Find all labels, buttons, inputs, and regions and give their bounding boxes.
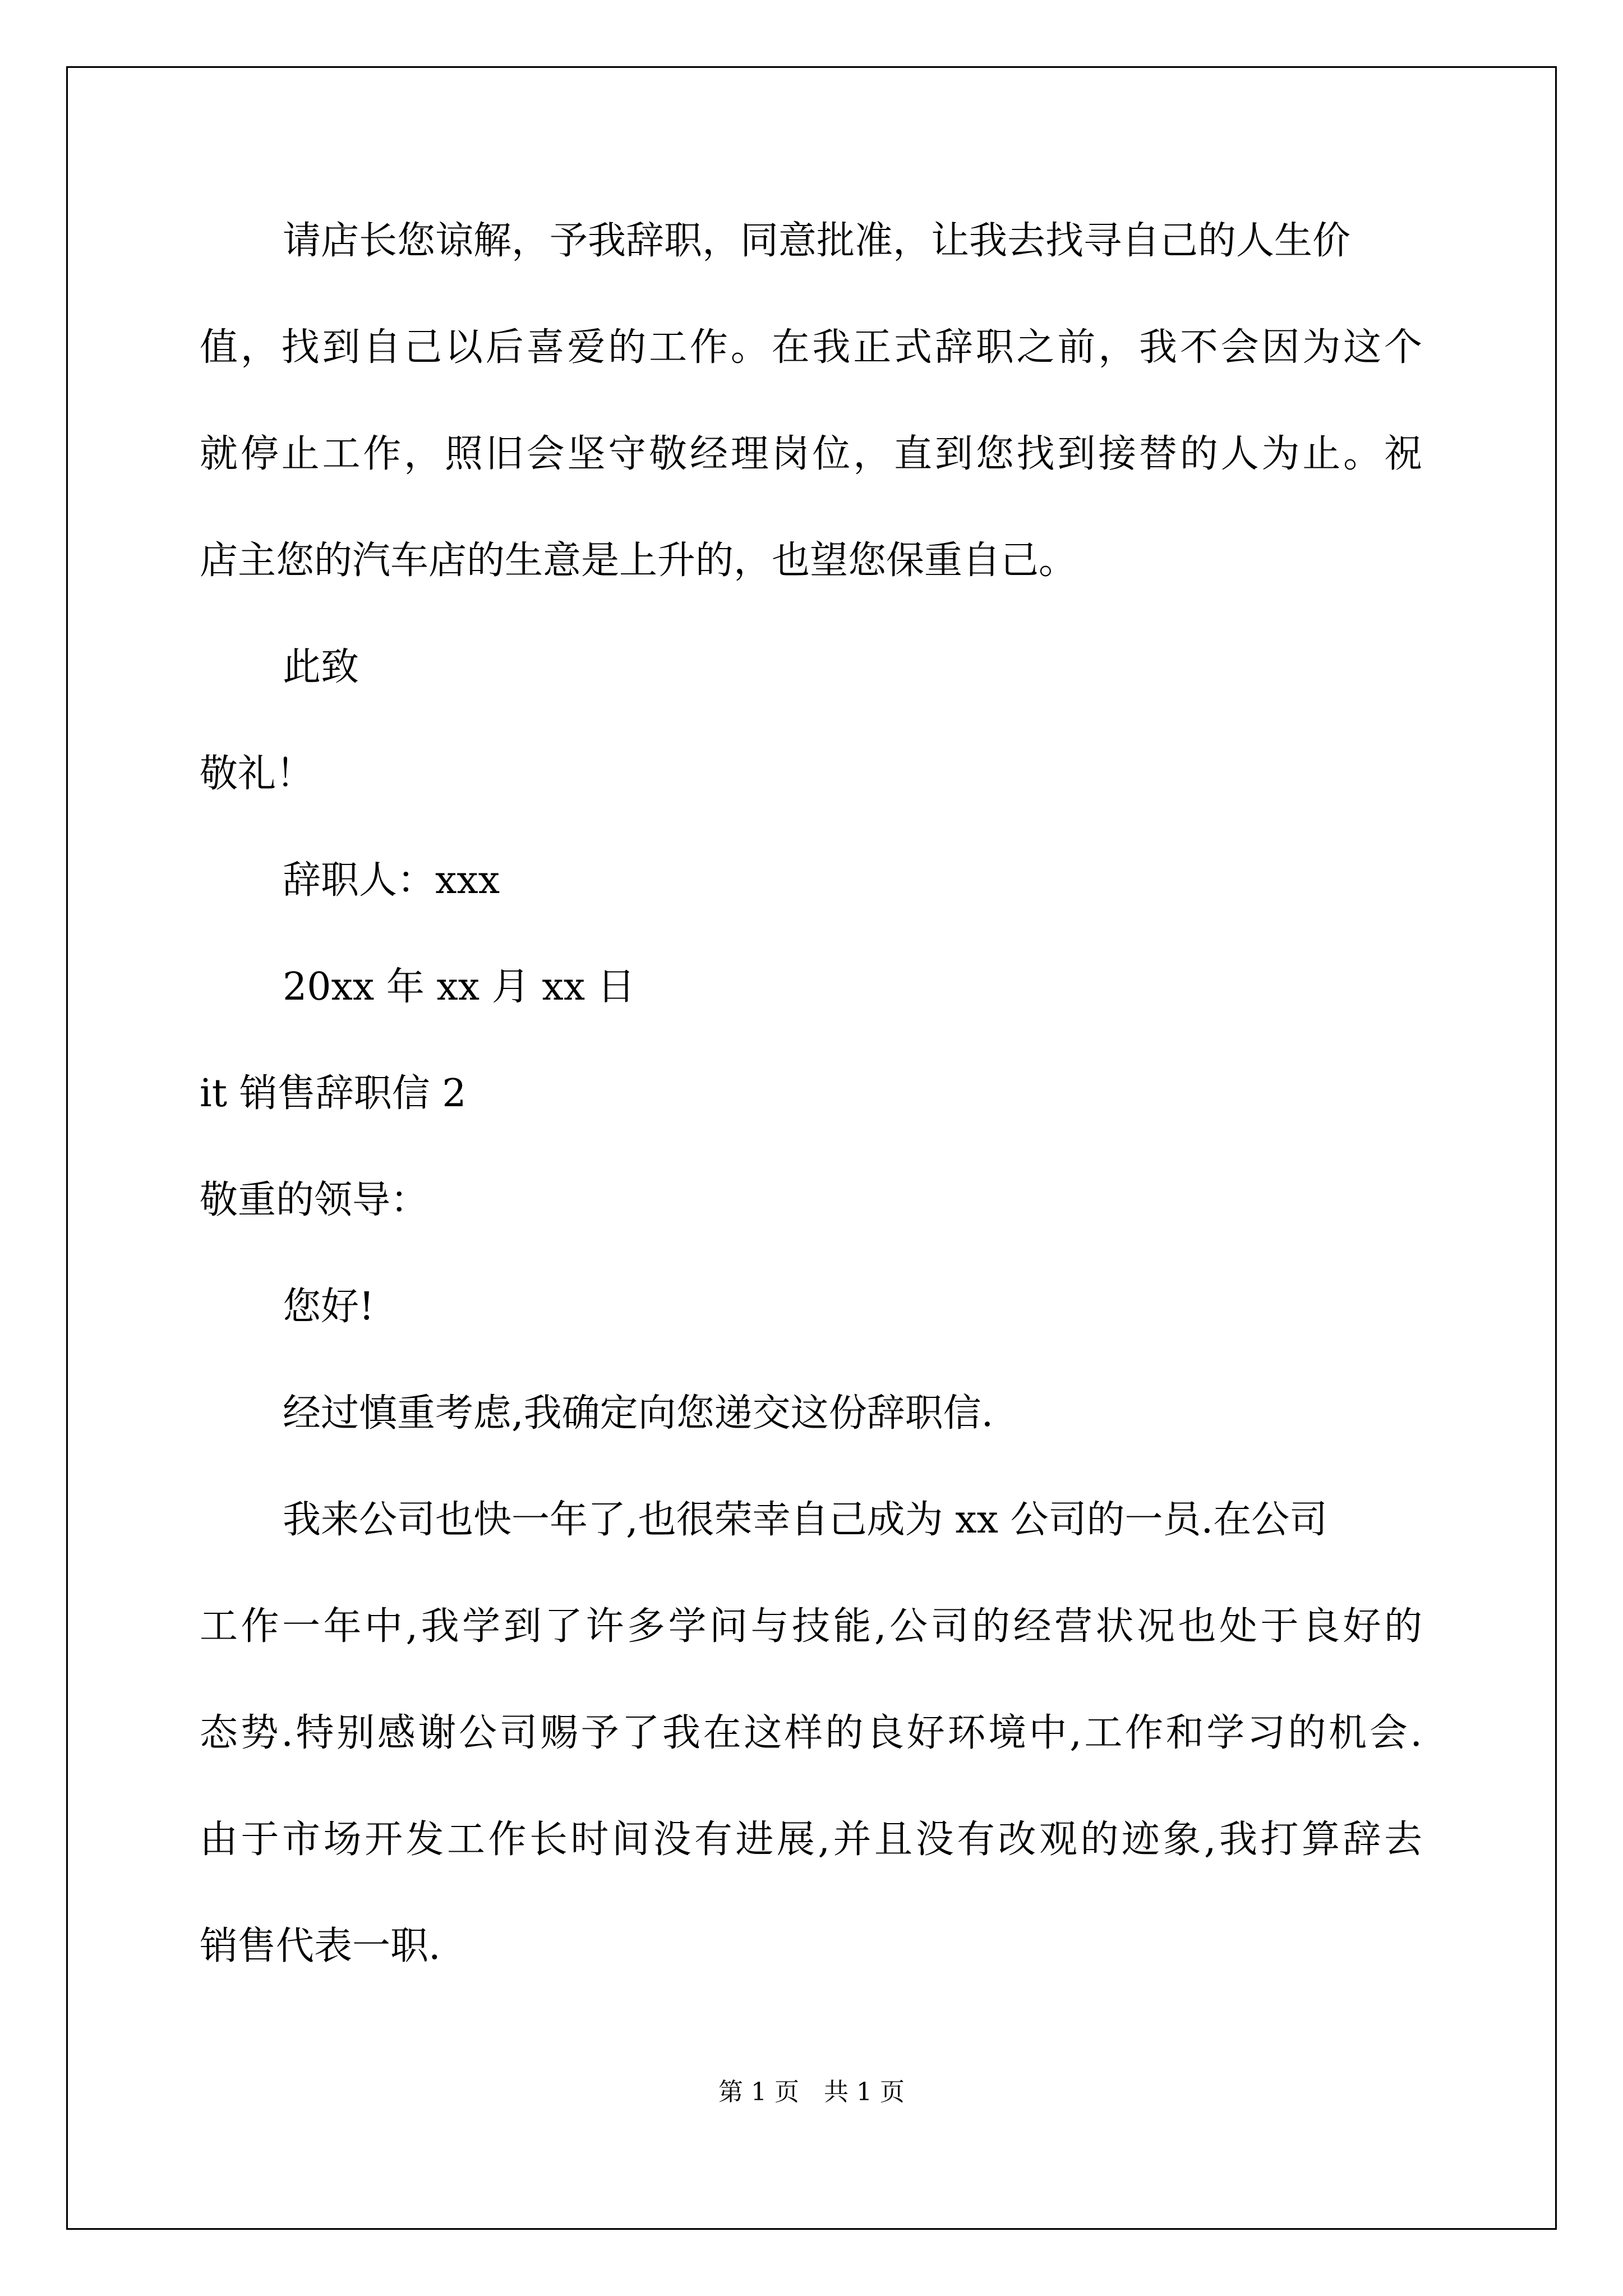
section-heading: it 销售辞职信 2 [200, 1071, 467, 1116]
signature-name: 辞职人：xxx [283, 858, 500, 903]
greeting: 您好! [283, 1285, 375, 1329]
page-footer: 第 1 页 共 1 页 [718, 2078, 905, 2106]
text-line-14: 工作一年中,我学到了许多学问与技能,公司的经营状况也处于良好的 [200, 1604, 1422, 1649]
text-line-1: 请店长您谅解，予我辞职，同意批准，让我去找寻自己的人生价 [283, 219, 1351, 263]
salutation-closing: 敬礼！ [200, 752, 315, 796]
page-border [66, 66, 1557, 2230]
text-line-17: 销售代表一职. [200, 1924, 441, 1968]
text-line-3: 就停止工作，照旧会坚守敬经理岗位，直到您找到接替的人为止。祝 [200, 432, 1422, 476]
closing-phrase: 此致 [283, 645, 359, 689]
text-line-15: 态势.特别感谢公司赐予了我在这样的良好环境中,工作和学习的机会. [200, 1711, 1422, 1755]
text-line-13: 我来公司也快一年了,也很荣幸自己成为 xx 公司的一员.在公司 [283, 1498, 1328, 1542]
text-line-2: 值，找到自己以后喜爱的工作。在我正式辞职之前，我不会因为这个 [200, 325, 1422, 370]
recipient-salutation: 敬重的领导： [200, 1178, 429, 1222]
text-line-12: 经过慎重考虑,我确定向您递交这份辞职信. [283, 1391, 994, 1435]
text-line-16: 由于市场开发工作长时间没有进展,并且没有改观的迹象,我打算辞去 [200, 1818, 1422, 1862]
text-line-4: 店主您的汽车店的生意是上升的，也望您保重自己。 [200, 539, 1077, 583]
signature-date: 20xx 年 xx 月 xx 日 [283, 965, 635, 1009]
